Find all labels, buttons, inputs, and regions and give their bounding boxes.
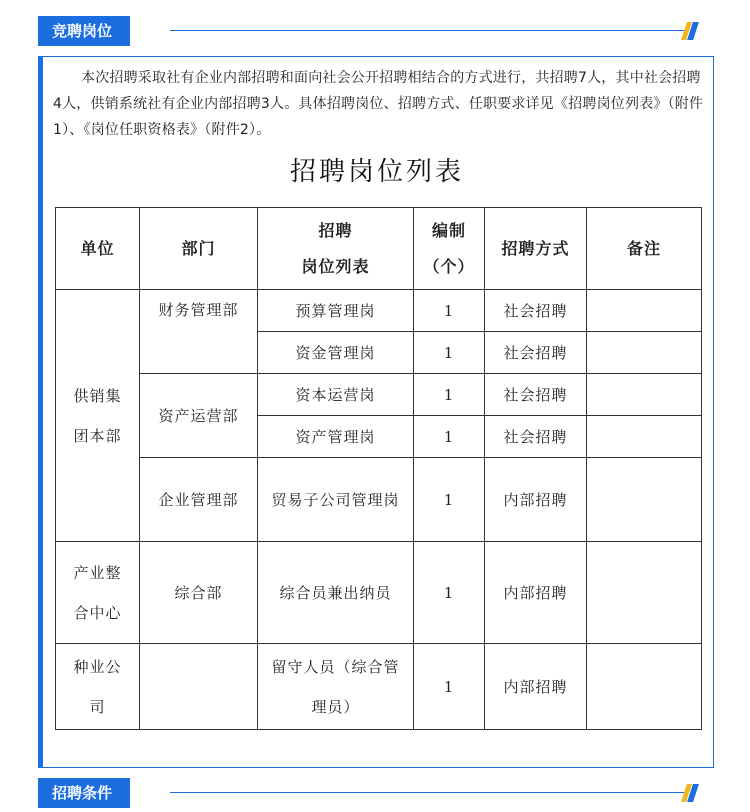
post-cell: 资本运营岗 [258, 374, 414, 416]
header-unit: 单位 [56, 208, 140, 290]
table-title: 招聘岗位列表 [289, 157, 464, 187]
method-cell: 社会招聘 [485, 416, 587, 458]
table-row [56, 644, 702, 730]
dept-cell: 资产运营部 [140, 374, 258, 458]
section-header [38, 16, 714, 50]
count-cell: 1 [414, 416, 485, 458]
section-header [38, 778, 714, 812]
header-count-line1: 编制 [431, 220, 466, 240]
dept-cell [140, 644, 258, 730]
header-post-line2: 岗位列表 [301, 256, 370, 276]
dept-cell: 企业管理部 [140, 458, 258, 542]
positions-table [55, 207, 702, 730]
table-row [56, 374, 702, 416]
header-remark: 备注 [587, 208, 702, 290]
post-cell: 预算管理岗 [258, 290, 414, 332]
remark-cell [587, 644, 702, 730]
count-cell: 1 [414, 290, 485, 332]
dept-cell: 综合部 [140, 542, 258, 644]
count-cell: 1 [414, 542, 485, 644]
header-method: 招聘方式 [485, 208, 587, 290]
method-cell: 内部招聘 [485, 458, 587, 542]
intro-paragraph: 本次招聘采取社有企业内部招聘和面向社会公开招聘相结合的方式进行，共招聘7人，其中社会招聘4人，供销系统社有企业内部招聘3人。具体招聘岗位、招聘方式、任职要求详见《招聘岗位列表》（附件1）、《岗位任职资格表》（附件2）。 [53, 70, 704, 138]
section-title: 招聘条件 [38, 778, 130, 808]
remark-cell [587, 332, 702, 374]
header-rule [170, 792, 688, 793]
header-rule [170, 30, 688, 31]
header-count-line2: （个） [423, 256, 475, 276]
remark-cell [587, 416, 702, 458]
post-cell: 综合员兼出纳员 [258, 542, 414, 644]
method-cell: 内部招聘 [485, 644, 587, 730]
post-cell: 资金管理岗 [258, 332, 414, 374]
dept-cell: 财务管理部 [140, 290, 258, 374]
post-cell: 资产管理岗 [258, 416, 414, 458]
unit-cell: 种业公司 [56, 644, 140, 730]
header-count [414, 208, 485, 290]
section-title: 竞聘岗位 [38, 16, 130, 46]
method-cell: 内部招聘 [485, 542, 587, 644]
corner-ornament-icon [684, 20, 694, 42]
unit-cell: 供销集团本部 [56, 290, 140, 542]
method-cell: 社会招聘 [485, 332, 587, 374]
header-post-line1: 招聘 [318, 220, 353, 240]
remark-cell [587, 290, 702, 332]
table-row [56, 290, 702, 332]
method-cell: 社会招聘 [485, 374, 587, 416]
unit-cell: 产业整合中心 [56, 542, 140, 644]
post-cell: 留守人员（综合管理员） [258, 644, 414, 730]
remark-cell [587, 374, 702, 416]
count-cell: 1 [414, 332, 485, 374]
content-box [38, 56, 714, 768]
count-cell: 1 [414, 458, 485, 542]
table-row [56, 542, 702, 644]
method-cell: 社会招聘 [485, 290, 587, 332]
corner-ornament-icon [684, 782, 694, 804]
header-dept: 部门 [140, 208, 258, 290]
remark-cell [587, 542, 702, 644]
remark-cell [587, 458, 702, 542]
header-post [258, 208, 414, 290]
count-cell: 1 [414, 644, 485, 730]
table-header-row [56, 208, 702, 290]
count-cell: 1 [414, 374, 485, 416]
post-cell: 贸易子公司管理岗 [258, 458, 414, 542]
table-row [56, 458, 702, 542]
